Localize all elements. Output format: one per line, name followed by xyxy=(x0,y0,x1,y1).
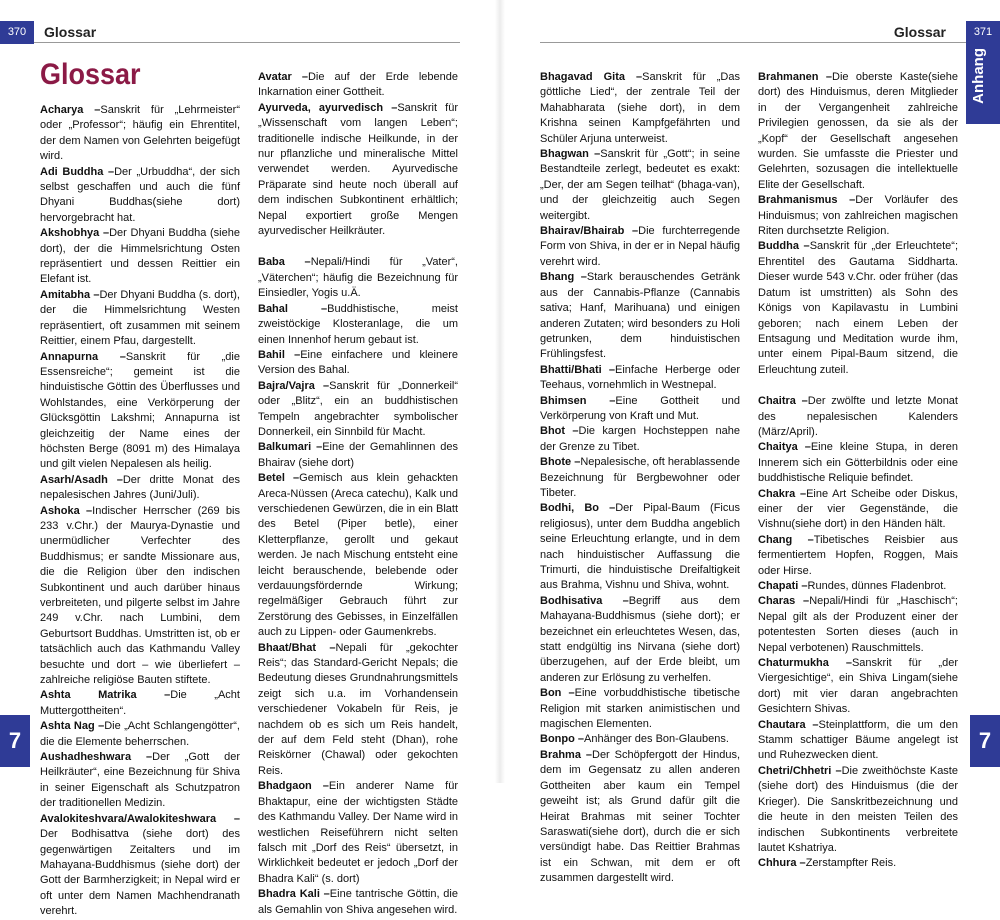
glossary-definition: Der Pipal-Baum (Ficus religiosus), unter dem Buddha angeblich seine Erleuchtung erlangte, und in dem nach hinduistischer Auffassung die Trimurti, die hinduistische Dreifaltigkeit aus Brahma, Vishnu und Shiva, wohnt. xyxy=(540,502,740,592)
glossary-term: Bhagwan – xyxy=(540,148,600,160)
section-gap xyxy=(758,378,958,394)
glossary-definition: Der Schöpfergott der Hindus, dem im Gegensatz zu allen anderen Gottheiten aber kaum ein Tempel geweiht ist; als Grund dafür gilt die Heirat Brahmas mit seiner Tochter Saraswati(siehe dort), durch die er sich versündigt habe. Das Reittier Brahmas ist ein Schwan, mit dem er oft zusammen dargestellt wird. xyxy=(540,748,740,885)
glossary-entry xyxy=(258,255,458,301)
glossary-entry xyxy=(540,270,740,362)
glossary-definition: Anhänger des Bon-Glaubens. xyxy=(584,733,729,746)
glossary-definition: Sanskrit für „Gott“; in seine Bestandteile zerlegt, bedeutet es exakt: „Der, der am Segen teilhat“ (bhaga-van), und der gleichzeitig auch Segen weitergibt. xyxy=(540,148,740,222)
glossary-term: Brahmanen – xyxy=(758,71,832,83)
glossary-column-1 xyxy=(540,70,740,887)
glossary-entry xyxy=(258,641,458,780)
glossary-entry xyxy=(40,165,240,227)
glossary-entry xyxy=(758,440,958,486)
glossary-term: Bhatti/Bhati – xyxy=(540,364,615,376)
glossary-entry xyxy=(758,594,958,656)
glossary-entry xyxy=(540,686,740,732)
glossary-term: Aushadheshwara – xyxy=(40,751,152,763)
glossary-column-2 xyxy=(758,70,958,872)
glossary-term: Bajra/Vajra – xyxy=(258,380,329,392)
right-page xyxy=(500,0,1000,885)
glossary-definition: Die „Acht Muttergottheiten“. xyxy=(40,689,240,717)
glossary-entry xyxy=(758,856,958,871)
glossary-entry xyxy=(540,455,740,501)
glossary-term: Chetri/Chhetri – xyxy=(758,765,842,777)
glossary-definition: Der Vorläufer des Hinduismus; von zahlreichen magischen Riten durchsetzte Religion. xyxy=(758,194,958,238)
glossary-definition: Der dritte Monat des nepalesischen Jahres (Juni/Juli). xyxy=(40,473,240,502)
glossary-definition: Sanskrit für „Das göttliche Lied“, der zentrale Teil der Mahabharata (siehe dort), in dem Krishna seinen Kampfgefährten und Schüler Arjuna unterweist. xyxy=(540,71,740,145)
glossary-definition: Sanskrit für „die Essensreiche“; gemeint ist die hinduistische Göttin des Überflusses und Wohlstandes, eine Verkörperung der Glücksgöttin Lakshmi; Annapurna ist gleichzeitig der Name eines der höchsten Berge (8091 m) des Himalaya und gilt vielen Nepalesen als heilig. xyxy=(40,350,240,471)
glossary-entry xyxy=(40,103,240,165)
glossary-definition: Die furchterregende Form von Shiva, in der er in Nepal häufig verehrt wird. xyxy=(540,225,740,268)
glossary-term: Bhadra Kali – xyxy=(258,888,330,900)
glossary-entry xyxy=(258,348,458,379)
glossary-entry xyxy=(40,350,240,473)
glossary-column-1 xyxy=(40,103,240,920)
glossary-entry xyxy=(758,533,958,579)
glossary-term: Bon – xyxy=(540,687,575,699)
glossary-term: Bhagavad Gita – xyxy=(540,71,642,83)
glossary-term: Chhura – xyxy=(758,857,806,869)
glossary-entry xyxy=(40,473,240,504)
glossary-entry xyxy=(540,70,740,147)
glossary-definition: Sanskrit für „der Erleuchtete“; Ehrentitel des Gautama Siddharta. Dieser wurde 543 v.Chr. oder früher (das Datum ist umstritten) als Sohn des Königs von Kapilavastu in Lumbini geboren; nach einem Leben der Entsagung und Meditation wurde ihm, unter einem Pipal-Baum sitzend, die Erleuchtung zuteil. xyxy=(758,240,958,376)
glossary-term: Chaitya – xyxy=(758,441,811,453)
glossary-term: Amitabha – xyxy=(40,289,99,301)
glossary-entry xyxy=(540,424,740,455)
glossary-term: Bhadgaon – xyxy=(258,780,329,792)
glossary-definition: Eine vorbuddhistische tibetische Religion mit starken animistischen und magischen Elementen. xyxy=(540,687,740,731)
glossary-definition: Indischer Herrscher (269 bis 233 v.Chr.) der Maurya-Dynastie und unermüdlicher Verfechter des Buddhismus; er sandte Missionare aus, die die Religion über den indischen Subkontinent und auch darüber hinaus verbreiteten, und pilgerte selbst im Jahre 249 v.Chr. nach Lumbini, dem Geburtsort Buddhas. Umstritten ist, ob er tatsächlich auch das Kathmandu Valley besuchte und dort – wie überliefert – zahlreiche religiöse Bauten stiftete. xyxy=(40,504,240,687)
glossary-entry xyxy=(540,748,740,887)
glossary-term: Chaitra – xyxy=(758,395,808,407)
glossary-entry xyxy=(40,750,240,812)
glossary-definition: Eine Art Scheibe oder Diskus, einer der vier Gegenstände, die Vishnu(siehe dort) in den Händen hält. xyxy=(758,487,958,531)
glossary-term: Ashoka – xyxy=(40,505,92,517)
glossary-definition: Nepali für „gekochter Reis“; das Standard-Gericht Nepals; die Bedeutung dieses Grundnahrungsmittels zeigt sich u.a. im Vorhandensein verschiedener Vokabeln für Reis, je nachdem ob es sich um Reis handelt, der auf dem Feld steht (Dhan), rohe Reiskörner (Chawal) oder gekochten Reis. xyxy=(258,641,458,777)
glossary-term: Ashta Matrika – xyxy=(40,689,170,701)
glossary-entry xyxy=(540,394,740,425)
glossary-definition: Begriff aus dem Mahayana-Buddhismus (siehe dort); er bezeichnet ein erleuchtetes Wesen, das, statt endgültig ins Nirvana (siehe dort) überzugehen, auf der Erde bleibt, um anderen zur Erlösung zu verhelfen. xyxy=(540,594,740,684)
glossary-entry xyxy=(258,887,458,918)
glossary-entry xyxy=(540,594,740,686)
glossary-entry xyxy=(258,471,458,640)
glossary-definition: Nepali/Hindi für „Haschisch“; Nepal gilt als der Produzent einer der potentesten Sorten dieses (auch in Nepal verbotenen) Rauschmittels. xyxy=(758,595,958,654)
glossary-term: Ashta Nag – xyxy=(40,720,104,732)
glossary-definition: Eine einfachere und kleinere Version des Bahal. xyxy=(258,348,458,377)
glossary-entry xyxy=(540,732,740,747)
glossary-entry xyxy=(40,812,240,920)
glossary-term: Ayurveda, ayurvedisch – xyxy=(258,102,397,114)
glossary-definition: Tibetisches Reisbier aus fermentiertem Hopfen, Roggen, Mais oder Hirse. xyxy=(758,533,958,577)
glossary-entry xyxy=(258,379,458,441)
glossary-definition: Der „Gott der Heilkräuter“, eine Bezeichnung für Shiva in seiner Eigenschaft als Schutzpatron der traditionellen Medizin. xyxy=(40,751,240,810)
glossary-term: Bodhisativa – xyxy=(540,595,629,607)
glossary-entry xyxy=(540,363,740,394)
glossary-term: Bahil – xyxy=(258,349,300,361)
page-heading: Glossar xyxy=(40,58,141,91)
glossary-entry xyxy=(758,239,958,378)
glossary-term: Baba – xyxy=(258,256,311,268)
running-title: Glossar xyxy=(893,24,946,40)
glossary-definition: Nepalesische, oft herablassende Bezeichnung für Bergbewohner oder Tibeter. xyxy=(540,456,740,499)
glossary-definition: Zerstampfter Reis. xyxy=(805,857,897,870)
section-gap xyxy=(258,239,458,255)
glossary-definition: Der zwölfte und letzte Monat des nepalesischen Kalenders (März/April). xyxy=(758,395,958,438)
glossary-column-2 xyxy=(258,70,458,918)
glossary-definition: Sanskrit für „Wissenschaft vom langen Leben“; traditionelle indische Heilkunde, in der nur pflanzliche und mineralische Mittel verwendet werden. Ayurvedische Präparate sind heute noch überall auf dem indischen Subkontinent erhältlich; Nepal exportiert große Mengen ayurvedischer Heilkräuter. xyxy=(258,101,458,238)
glossary-definition: Der Dhyani Buddha (s. dort), der die Himmelsrichtung Westen repräsentiert, oft zusammen mit seinem Reittier, einem Pfau, dargestellt. xyxy=(40,288,240,348)
header-rule xyxy=(540,42,966,43)
page-number: 370 xyxy=(0,21,34,44)
glossary-definition: Die auf der Erde lebende Inkarnation einer Gottheit. xyxy=(258,71,458,99)
glossary-definition: Der Bodhisattva (siehe dort) des gegenwärtigen Zeitalters und im Mahayana-Buddhismus (siehe dort) der Gott der Barmherzigkeit; in Nepal wird er oft unter dem Namen Machhendranath verehrt. xyxy=(40,828,240,918)
glossary-term: Brahma – xyxy=(540,749,592,761)
glossary-term: Betel – xyxy=(258,472,299,484)
glossary-term: Bhaat/Bhat – xyxy=(258,642,335,654)
glossary-term: Annapurna – xyxy=(40,351,126,363)
glossary-entry xyxy=(758,764,958,856)
chapter-number: 7 xyxy=(970,715,1000,767)
glossary-entry xyxy=(258,70,458,101)
glossary-entry xyxy=(258,440,458,471)
header-rule xyxy=(34,42,460,43)
glossary-entry xyxy=(40,226,240,288)
glossary-entry xyxy=(40,688,240,719)
glossary-term: Chang – xyxy=(758,534,814,546)
glossary-term: Chapati – xyxy=(758,580,808,592)
glossary-definition: Rundes, dünnes Fladenbrot. xyxy=(807,580,947,592)
glossary-term: Acharya – xyxy=(40,104,100,116)
glossary-entry xyxy=(758,193,958,239)
glossary-term: Bahal – xyxy=(258,303,327,315)
glossary-entry xyxy=(40,504,240,689)
glossary-term: Bhairav/Bhairab – xyxy=(540,225,638,237)
glossary-term: Bhote – xyxy=(540,456,580,468)
glossary-entry xyxy=(540,147,740,224)
glossary-definition: Sanskrit für „Donnerkeil“ oder „Blitz“, ein an buddhistischen Tempeln angebrachter symbolischer Donnerkeil, ein Sinnbild für Macht. xyxy=(258,379,458,438)
glossary-entry xyxy=(40,288,240,350)
glossary-definition: Sanskrit für „der Viergesichtige“, ein Shiva Lingam(siehe dort) mit vier daran angebrachten Gesichtern Shivas. xyxy=(758,657,958,716)
glossary-term: Avalokiteshvara/Awalokiteshwara – xyxy=(40,813,240,825)
page-number: 371 xyxy=(966,21,1000,44)
glossary-term: Akshobhya – xyxy=(40,227,109,239)
glossary-definition: Eine der Gemahlinnen des Bhairav (siehe dort) xyxy=(258,441,458,469)
glossary-term: Bhot – xyxy=(540,425,579,437)
glossary-term: Brahmanismus – xyxy=(758,194,855,206)
glossary-entry xyxy=(758,394,958,440)
left-page xyxy=(0,0,500,918)
section-tab xyxy=(966,44,1000,124)
glossary-entry xyxy=(258,101,458,240)
glossary-term: Bodhi, Bo – xyxy=(540,502,615,514)
glossary-entry xyxy=(40,719,240,750)
chapter-number: 7 xyxy=(0,715,30,767)
glossary-definition: Steinplattform, die um den Stamm schattiger Bäume angelegt ist und Ruhezwecken dient. xyxy=(758,718,958,762)
glossary-definition: Die kargen Hochsteppen nahe der Grenze zu Tibet. xyxy=(540,425,740,453)
glossary-definition: Einfache Herberge oder Teehaus, vornehmlich in Westnepal. xyxy=(540,363,740,392)
glossary-definition: Die oberste Kaste(siehe dort) des Hinduismus, deren Mitglieder in der Vergangenheit zahlreiche Privilegien genossen, da sie als der „Kopf“ der Gesellschaft angesehen wurden. Sie umfasste die Priester und Gelehrten, sozusagen die intellektuelle Elite der Gesellschaft. xyxy=(758,71,958,191)
glossary-definition: Buddhistische, meist zweistöckige Klosteranlage, die um einen Innenhof herum gebaut ist. xyxy=(258,302,458,346)
glossary-definition: Stark berauschendes Getränk aus der Cannabis-Pflanze (Cannabis sativa; Hanf, Marihuana) und einigen anderen Zutaten; wird besonders zu Holi getrunken, dem hinduistischen Frühlingsfest. xyxy=(540,271,740,361)
glossary-definition: Eine kleine Stupa, in deren Innerem sich ein Götterbildnis oder eine buddhistische Reliquie befindet. xyxy=(758,441,958,485)
glossary-definition: Nepali/Hindi für „Vater“, „Väterchen“; häufig die Bezeichnung für Einsiedler, Yogis u.Ä. xyxy=(258,256,458,300)
section-tab-label: Anhang xyxy=(970,48,987,104)
glossary-entry xyxy=(758,656,958,718)
glossary-entry xyxy=(258,779,458,887)
glossary-term: Avatar – xyxy=(258,71,308,83)
glossary-entry xyxy=(540,224,740,270)
glossary-definition: Sanskrit für „Lehrmeister“ oder „Professor“; häufig ein Ehrentitel, der dem Namen von Gelehrten beigefügt wird. xyxy=(40,104,240,163)
glossary-term: Buddha – xyxy=(758,240,810,252)
glossary-definition: Gemisch aus klein gehackten Areca-Nüssen (Areca catechu), Kalk und verschiedenen Gewürzen, die in ein Blatt des Betel (Piper betle), einer Kletterpflanze, gerollt und gekaut werden. Je nach Mischung entsteht eine leicht berauschende, belebende oder verdauungsfördernde Wirkung; regelmäßiger Gebrauch führt zur Zerstörung des Gebisses, in Einzelfällen auch zu Lippen- oder Gaumenkrebs. xyxy=(258,472,458,639)
glossary-definition: Der „Urbuddha“, der sich selbst geschaffen und auch die fünf Dhyani Buddhas(siehe dort) hervorgebracht hat. xyxy=(40,165,240,224)
glossary-term: Chakra – xyxy=(758,488,806,500)
glossary-term: Bhang – xyxy=(540,271,587,283)
glossary-definition: Die zweithöchste Kaste (siehe dort) des Hinduismus (die der Krieger). Die Sanskritbezeichnung und die heute in den meisten Teilen des indischen Subkontinents verbreitete lautet Kshatriya. xyxy=(758,764,958,854)
glossary-definition: Ein anderer Name für Bhaktapur, eine der wichtigsten Städte des Kathmandu Valley. Der Name wird in westlichen Reiseführern nicht selten falsch mit „Dorf des Reis“ übersetzt, in Wirklichkeit bedeutet er jedoch „Dorf der Bhadra Kali“ (s. dort) xyxy=(258,780,458,885)
glossary-definition: Eine Gottheit und Verkörperung von Kraft und Mut. xyxy=(540,394,740,422)
glossary-entry xyxy=(758,70,958,193)
glossary-entry xyxy=(540,501,740,593)
glossary-definition: Eine tantrische Göttin, die als Gemahlin von Shiva angesehen wird. xyxy=(258,888,458,916)
glossary-term: Charas – xyxy=(758,595,809,607)
glossary-entry xyxy=(758,718,958,764)
glossary-definition: Der Dhyani Buddha (siehe dort), der die Himmelsrichtung Osten repräsentiert und dessen Reittier ein Elefant ist. xyxy=(40,227,240,286)
glossary-term: Chautara – xyxy=(758,719,819,731)
running-title: Glossar xyxy=(44,24,97,40)
glossary-term: Bonpo – xyxy=(540,733,584,745)
glossary-entry xyxy=(758,579,958,594)
glossary-term: Adi Buddha – xyxy=(40,166,114,178)
glossary-entry xyxy=(258,302,458,348)
glossary-term: Chaturmukha – xyxy=(758,657,852,669)
glossary-term: Balkumari – xyxy=(258,441,322,453)
glossary-term: Asarh/Asadh – xyxy=(40,474,123,486)
glossary-definition: Die „Acht Schlangengötter“, die die Elemente beherrschen. xyxy=(40,720,240,748)
glossary-entry xyxy=(758,487,958,533)
glossary-term: Bhimsen – xyxy=(540,395,615,407)
